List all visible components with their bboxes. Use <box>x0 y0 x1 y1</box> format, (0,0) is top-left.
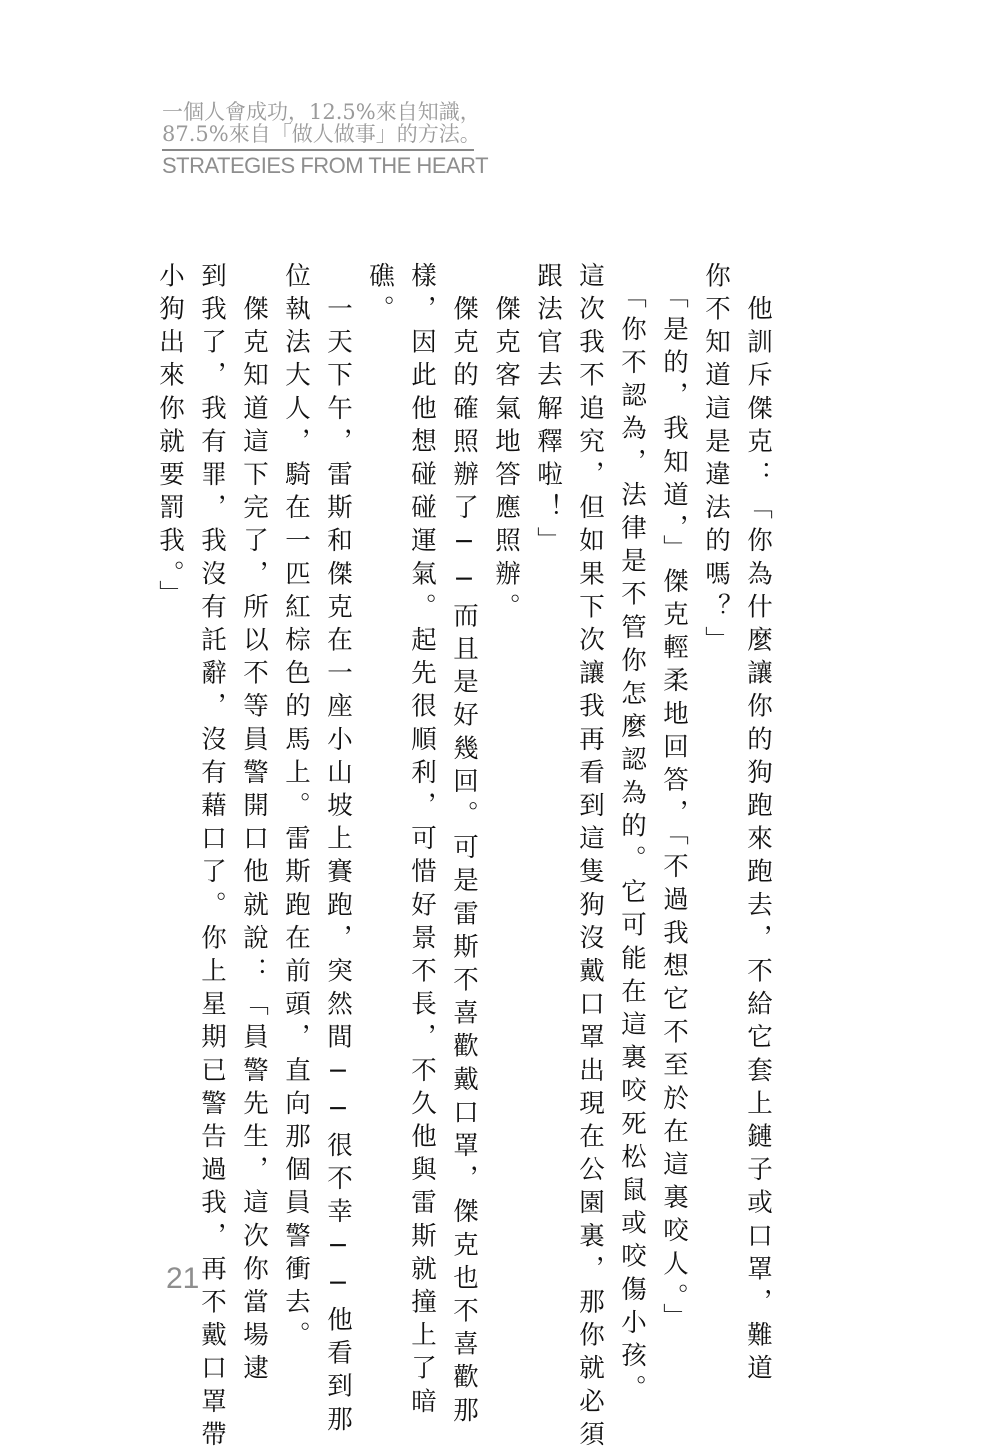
text-column: 傑克的確照辦了──而且是好幾回。可是雷斯不喜歡戴口罩，傑克也不喜歡那 <box>449 262 479 1430</box>
text-column: 傑克客氣地答應照辦。 <box>491 262 521 627</box>
text-column: 位執法大人，騎在一匹紅棕色的馬上。雷斯跑在前頭，直向那個員警衝去。 <box>281 262 311 1355</box>
text-column: 「你不認為，法律是不管你怎麼認為的。它可能在這裏咬死松鼠或咬傷小孩。 <box>617 262 647 1408</box>
text-column: 傑克知道這下完了，所以不等員警開口他就說：「員警先生，這次你當場逮 <box>239 262 269 1388</box>
text-column: 一天下午，雷斯和傑克在一座小山坡上賽跑，突然間──很不幸──他看到那 <box>323 262 353 1439</box>
text-column: 這次我不追究，但如果下次讓我再看到這隻狗沒戴口罩出現在公園裏，那你就必須 <box>575 262 605 1454</box>
text-column: 跟法官去解釋啦！」 <box>533 262 563 560</box>
text-column: 礁。 <box>365 262 395 329</box>
page-number: 21 <box>166 1262 200 1295</box>
text-column: 到我了，我有罪，我沒有託辭，沒有藉口了。你上星期已警告過我，再不戴口罩帶 <box>197 262 227 1454</box>
text-column: 小狗出來你就要罰我。」 <box>155 262 185 614</box>
text-column: 樣，因此他想碰碰運氣。起先很順利，可惜好景不長，不久他與雷斯就撞上了暗 <box>407 262 437 1421</box>
header-tagline-line-2: 87.5%來自「做人做事」的方法。 <box>162 122 481 146</box>
running-header <box>162 101 492 179</box>
header-subtitle: STRATEGIES FROM THE HEART <box>162 153 489 178</box>
header-tagline-line-1: 一個人會成功，12.5%來自知識， <box>162 100 481 124</box>
text-column: 「是的，我知道，」傑克輕柔地回答，「不過我想它不至於在這裏咬人。」 <box>659 262 689 1337</box>
text-column: 你不知道這是違法的嗎？」 <box>701 262 731 660</box>
text-column: 他訓斥傑克：「你為什麼讓你的狗跑來跑去，不給它套上鏈子或口罩，難道 <box>743 262 773 1388</box>
header-divider <box>162 149 474 151</box>
